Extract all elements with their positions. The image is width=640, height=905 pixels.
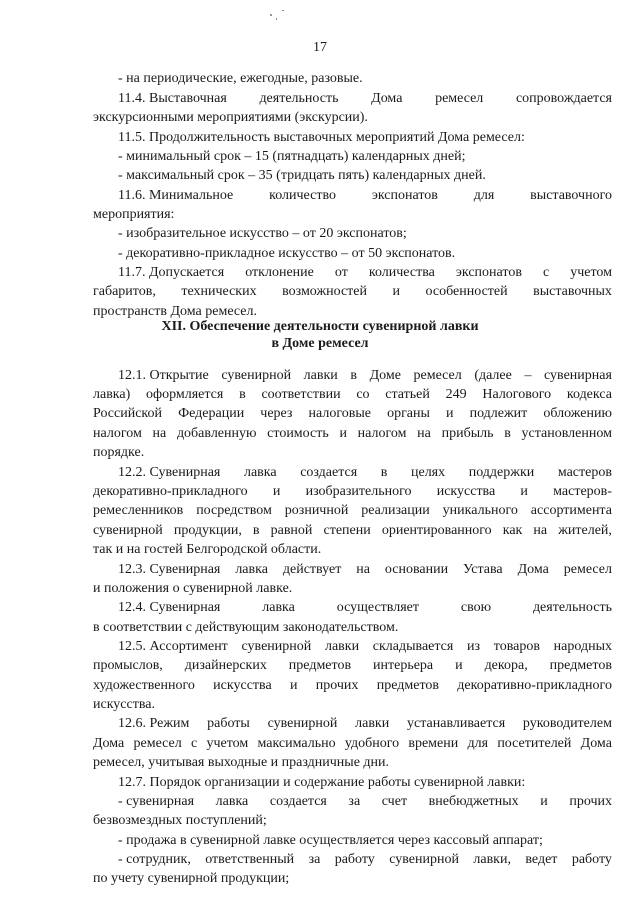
- text-line: [93, 657, 612, 674]
- word: 12.5. Ассортимент: [118, 639, 228, 654]
- word: сувенирной: [267, 716, 338, 731]
- word: прочих: [569, 794, 612, 809]
- text-line: - декоративно-прикладное искусство – от 50 экспонатов.: [118, 246, 456, 261]
- text-line: - продажа в сувенирной лавке осуществляется через кассовый аппарат;: [118, 833, 543, 848]
- word: лавка: [215, 794, 249, 809]
- word: и: [455, 658, 463, 673]
- word: количества: [368, 265, 435, 280]
- word: работы: [207, 716, 250, 731]
- word: ремесел: [563, 562, 612, 577]
- word: деятельность: [532, 600, 612, 615]
- word: стоимость: [267, 426, 329, 441]
- text-line: [118, 561, 612, 578]
- text-line: искусства.: [93, 697, 155, 712]
- word: сувенирной: [389, 852, 459, 867]
- text-line: [118, 90, 612, 107]
- word: сувенирной: [241, 639, 312, 654]
- word: обложению: [543, 406, 612, 421]
- word: для: [467, 736, 489, 751]
- word: на: [533, 523, 548, 538]
- word: предметов: [376, 678, 439, 693]
- word: на: [417, 426, 431, 441]
- word: возможностей: [282, 284, 368, 299]
- text-line: [118, 464, 612, 481]
- scan-speck: [270, 14, 272, 16]
- word: лавки: [355, 716, 390, 731]
- word: ассортимента: [530, 503, 612, 518]
- word: посетителей: [497, 736, 572, 751]
- word: в: [380, 465, 388, 480]
- word: целях: [410, 465, 446, 480]
- word: удобного: [344, 736, 400, 751]
- text-line: - минимальный срок – 15 (пятнадцать) календарных дней;: [118, 149, 466, 164]
- word: из: [467, 639, 481, 654]
- word: создается: [300, 465, 358, 480]
- word: искусства: [436, 484, 496, 499]
- word: 12.3. Сувенирная: [118, 562, 221, 577]
- word: создается: [269, 794, 327, 809]
- word: установленном: [521, 426, 612, 441]
- text-line: [118, 793, 612, 810]
- word: органы: [387, 406, 430, 421]
- scan-speck: [276, 18, 277, 20]
- word: в: [504, 426, 511, 441]
- word: учетом: [206, 736, 249, 751]
- text-line: [93, 502, 612, 519]
- word: 11.6. Минимальное: [118, 188, 234, 203]
- word: лавки: [303, 368, 338, 383]
- word: выставочного: [530, 188, 612, 203]
- word: на: [152, 426, 167, 441]
- word: выставочных: [533, 284, 612, 299]
- text-line: экскурсионными мероприятиями (экскурсии).: [93, 110, 368, 125]
- word: декора,: [484, 658, 528, 673]
- word: и: [289, 678, 298, 693]
- word: 12.2. Сувенирная: [118, 465, 221, 480]
- word: сувенирной: [221, 368, 292, 383]
- word: 12.1. Открытие: [118, 368, 209, 383]
- word: времени: [408, 736, 459, 751]
- word: ремесел: [413, 368, 462, 383]
- word: лавка): [93, 387, 131, 402]
- text-line: в соответствии с действующим законодательством.: [93, 620, 399, 635]
- word: работу: [571, 852, 612, 867]
- text-line: безвозмездных поступлений;: [93, 813, 267, 828]
- text-line: - максимальный срок – 35 (тридцать пять) календарных дней.: [118, 168, 486, 183]
- text-line: - на периодические, ежегодные, разовые.: [118, 71, 363, 86]
- word: Устава: [463, 562, 503, 577]
- word: максимально: [257, 736, 336, 751]
- page-number: 17: [313, 40, 327, 55]
- word: - сотрудник,: [118, 852, 191, 867]
- section-12-heading-line-1: XII. Обеспечение деятельности сувенирной лавки: [161, 319, 479, 334]
- word: предметов: [549, 658, 612, 673]
- word: Дома: [580, 736, 612, 751]
- word: в: [239, 387, 246, 402]
- word: посредством: [196, 503, 272, 518]
- text-line: [118, 367, 612, 384]
- text-line: по учету сувенирной продукции;: [93, 871, 290, 886]
- word: добавленную: [176, 426, 257, 441]
- text-line: [118, 851, 612, 868]
- word: в: [350, 368, 357, 383]
- text-line: 12.7. Порядок организации и содержание работы сувенирной лавки:: [118, 775, 526, 790]
- text-line: порядке.: [93, 445, 145, 460]
- word: прочих: [315, 678, 359, 693]
- word: и: [540, 794, 548, 809]
- word: уникального: [442, 503, 518, 518]
- word: и: [339, 426, 347, 441]
- word: промыслов,: [93, 658, 163, 673]
- word: интерьера: [373, 658, 434, 673]
- word: народных: [553, 639, 612, 654]
- word: налогом: [93, 426, 142, 441]
- word: ориентированного: [381, 523, 492, 538]
- word: мастеров-: [553, 484, 612, 499]
- word: 11.4. Выставочная: [118, 91, 227, 106]
- text-line: [118, 599, 612, 616]
- word: - сувенирная: [118, 794, 195, 809]
- word: основании: [384, 562, 449, 577]
- word: от: [334, 265, 348, 280]
- word: со: [356, 387, 370, 402]
- text-line: [118, 638, 612, 655]
- word: за: [348, 794, 361, 809]
- word: экспонатов: [455, 265, 522, 280]
- text-line: так и на гостей Белгородской области.: [93, 542, 322, 557]
- word: сувенирной: [93, 523, 163, 538]
- text-line: мероприятия:: [93, 207, 175, 222]
- word: для: [473, 188, 495, 203]
- section-12-heading-line-2: в Доме ремесел: [271, 336, 369, 351]
- text-line: пространств Дома ремесел.: [93, 304, 257, 319]
- word: 12.6. Режим: [118, 716, 190, 731]
- word: жителей,: [558, 523, 612, 538]
- word: и: [520, 484, 528, 499]
- text-line: ремесел, учитывая выходные и праздничные дни.: [93, 755, 390, 770]
- word: отклонение: [245, 265, 314, 280]
- word: ремесел: [133, 736, 182, 751]
- text-line: 11.5. Продолжительность выставочных мероприятий Дома ремесел:: [118, 130, 525, 145]
- text-line: [118, 187, 612, 204]
- word: сувенирная: [544, 368, 612, 383]
- text-line: [93, 386, 612, 403]
- word: с: [542, 265, 550, 280]
- word: с: [191, 736, 198, 751]
- word: и: [392, 284, 401, 299]
- word: габаритов,: [93, 284, 156, 299]
- word: подлежит: [469, 406, 528, 421]
- text-line: [93, 483, 612, 500]
- word: счет: [381, 794, 408, 809]
- word: особенностей: [425, 284, 508, 299]
- text-line: [93, 677, 612, 694]
- word: 11.7. Допускается: [118, 265, 225, 280]
- word: лавки: [324, 639, 360, 654]
- word: Дома: [371, 91, 403, 106]
- text-line: [93, 522, 612, 539]
- word: складывается: [372, 639, 454, 654]
- word: и: [446, 406, 454, 421]
- word: действует: [282, 562, 342, 577]
- word: работу: [334, 852, 375, 867]
- word: количество: [269, 188, 336, 203]
- word: в: [252, 523, 260, 538]
- word: деятельность: [259, 91, 339, 106]
- word: степени: [323, 523, 371, 538]
- word: товаров: [493, 639, 540, 654]
- text-line: [118, 715, 612, 732]
- word: кодекса: [566, 387, 612, 402]
- word: как: [502, 523, 523, 538]
- word: Федерации: [178, 406, 245, 421]
- word: Доме: [369, 368, 401, 383]
- text-line: [93, 405, 612, 422]
- word: мастеров: [557, 465, 612, 480]
- word: внебюджетных: [428, 794, 519, 809]
- word: 249: [445, 387, 467, 402]
- word: равной: [270, 523, 313, 538]
- word: статьей: [385, 387, 430, 402]
- word: осуществляет: [336, 600, 419, 615]
- word: сопровождается: [515, 91, 612, 106]
- word: Дома: [517, 562, 549, 577]
- text-line: [118, 264, 612, 281]
- word: Налогового: [482, 387, 552, 402]
- word: Дома: [93, 736, 125, 751]
- word: соответствии: [261, 387, 341, 402]
- word: устанавливается: [407, 716, 506, 731]
- word: (далее: [474, 368, 512, 383]
- text-line: и положения о сувенирной лавке.: [93, 581, 293, 596]
- word: ответственный: [205, 852, 295, 867]
- word: лавка: [262, 600, 295, 615]
- word: экспонатов: [371, 188, 438, 203]
- word: предметов: [288, 658, 352, 673]
- word: прибыль: [441, 426, 494, 441]
- word: ремесел: [435, 91, 484, 106]
- word: 12.4. Сувенирная: [118, 600, 221, 615]
- word: изобразительного: [305, 484, 412, 499]
- word: ремесленников: [93, 503, 184, 518]
- word: оформляется: [146, 387, 224, 402]
- word: налоговые: [308, 406, 371, 421]
- word: лавки,: [473, 852, 511, 867]
- word: реализации: [361, 503, 430, 518]
- word: за: [308, 852, 321, 867]
- word: декоративно-прикладного: [457, 678, 612, 693]
- scan-speck: [282, 10, 284, 11]
- word: учетом: [570, 265, 612, 280]
- text-line: [93, 425, 612, 442]
- text-line: - изобразительное искусство – от 20 экспонатов;: [118, 226, 407, 241]
- word: лавка: [235, 562, 268, 577]
- word: дизайнерских: [184, 658, 267, 673]
- word: через: [260, 406, 293, 421]
- word: лавка: [243, 465, 277, 480]
- word: и: [272, 484, 281, 499]
- word: искусства: [213, 678, 272, 693]
- word: –: [524, 368, 532, 383]
- word: на: [356, 562, 370, 577]
- text-line: [93, 283, 612, 300]
- word: руководителем: [522, 716, 612, 731]
- word: поддержки: [468, 465, 535, 480]
- word: свою: [460, 600, 492, 615]
- word: ведет: [525, 852, 558, 867]
- word: технических: [181, 284, 257, 299]
- word: декоративно-прикладного: [93, 484, 248, 499]
- word: продукции,: [173, 523, 242, 538]
- word: художественного: [93, 678, 195, 693]
- word: налогом: [357, 426, 407, 441]
- word: розничной: [284, 503, 349, 518]
- text-line: [93, 735, 612, 752]
- word: Российской: [93, 406, 162, 421]
